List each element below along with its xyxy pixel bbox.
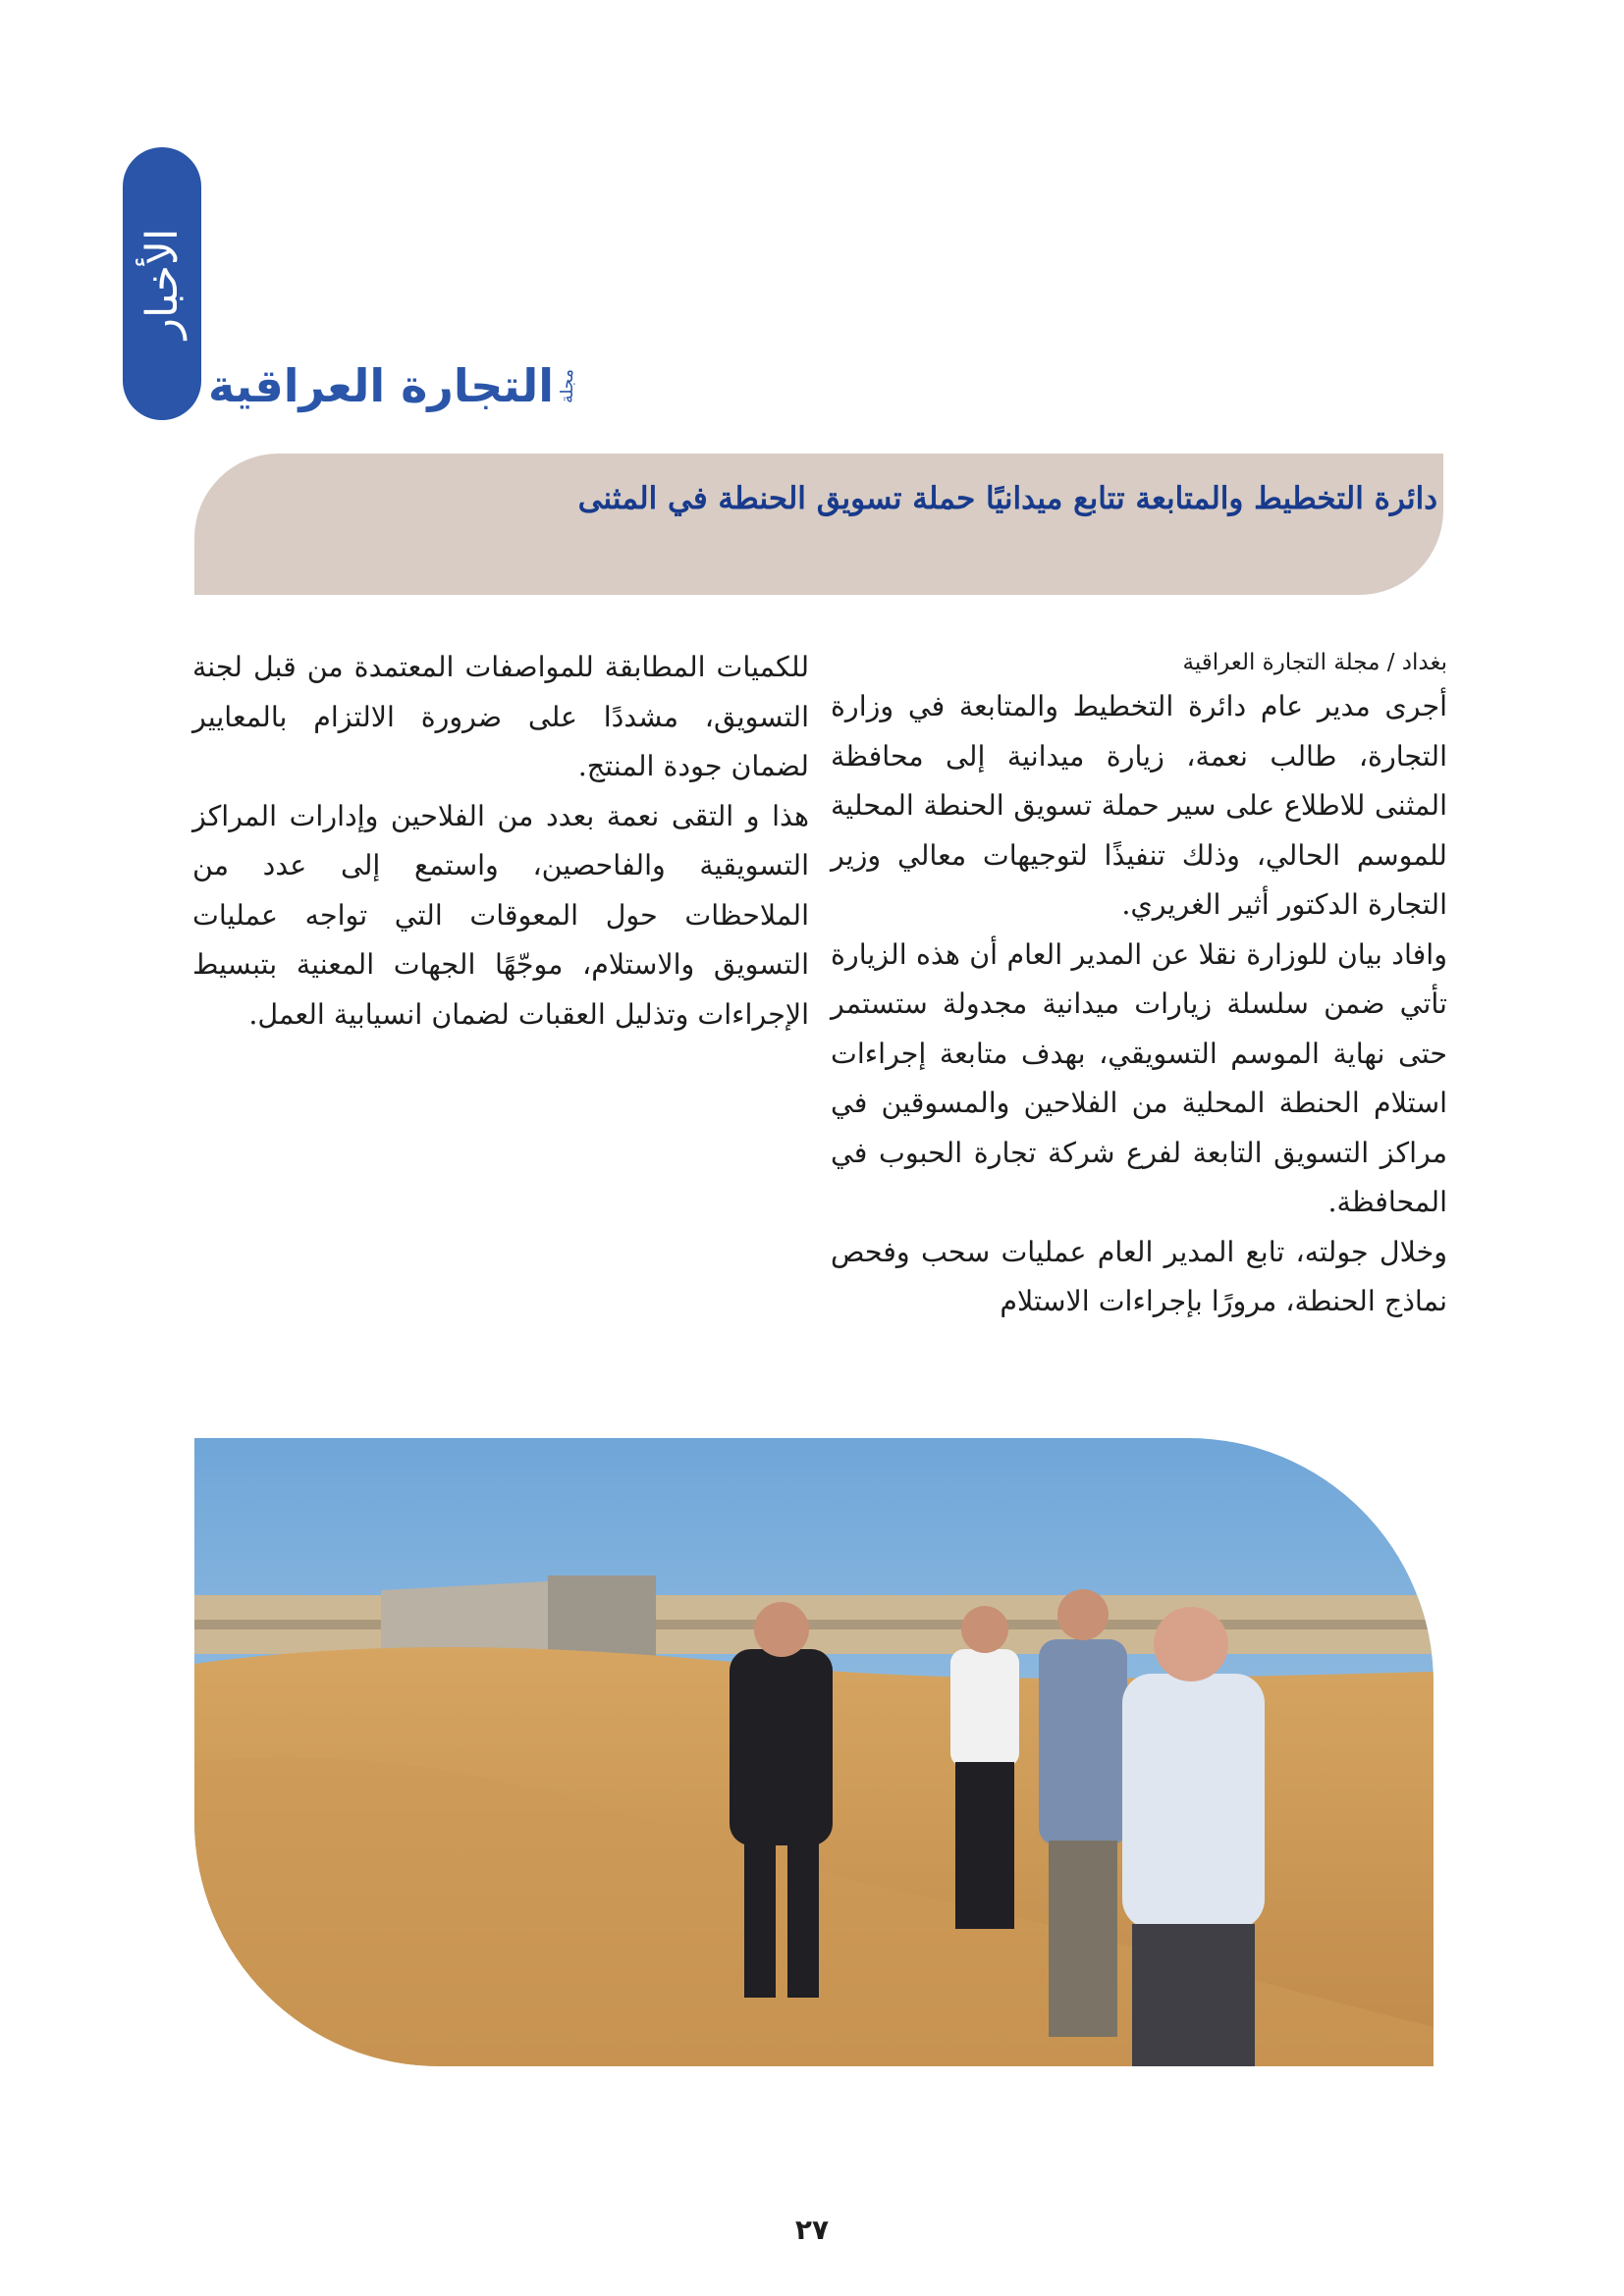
magazine-masthead — [208, 347, 578, 424]
page-number: ٢٧ — [794, 2214, 830, 2246]
article-photo — [194, 1438, 1434, 2066]
article-headline: دائرة التخطيط والمتابعة تتابع ميدانيًا حملة تسويق الحنطة في المثنى — [577, 481, 1437, 516]
article-dateline: بغداد / مجلة التجارة العراقية — [1182, 650, 1447, 675]
masthead-title: التجارة العراقية — [208, 359, 555, 412]
masthead-small-label: مجلة — [558, 368, 578, 403]
section-tab — [123, 147, 201, 420]
paragraph: هذا و التقى نعمة بعدد من الفلاحين وإدارات المراكز التسويقية والفاحصين، واستمع إلى عدد من الملاحظات حول المعوقات التي تواجه عمليات التسويق والاستلام، موجّهًا الجهات المعنية بتبسيط الإجراءات وتذليل العقبات لضمان انسيابية العمل. — [192, 799, 809, 1031]
section-tab-label: الأخبار — [136, 228, 188, 340]
paragraph: للكميات المطابقة للمواصفات المعتمدة من قبل لجنة التسويق، مشددًا على ضرورة الالتزام بالمعايير لضمان جودة المنتج. — [192, 651, 809, 782]
paragraph: أجرى مدير عام دائرة التخطيط والمتابعة في وزارة التجارة، طالب نعمة، زيارة ميدانية إلى محافظة المثنى للاطلاع على سير حملة تسويق الحنطة المحلية للموسم الحالي، وذلك تنفيذًا لتوجيهات معالي وزير التجارة الدكتور أثير الغريري. — [831, 690, 1447, 921]
wheat-field-photo — [194, 1438, 1434, 2066]
article-column-right — [831, 643, 1447, 1327]
paragraph: وخلال جولته، تابع المدير العام عمليات سحب وفحص نماذج الحنطة، مرورًا بإجراءات الاستلام — [831, 1235, 1447, 1317]
paragraph: وافاد بيان للوزارة نقلا عن المدير العام أن هذه الزيارة تأتي ضمن سلسلة زيارات ميدانية مجدولة ستستمر حتى نهاية الموسم التسويقي، بهدف متابعة إجراءات استلام الحنطة المحلية من الفلاحين والمسوقين في مراكز التسويق التابعة لفرع شركة تجارة الحبوب في المحافظة. — [831, 937, 1447, 1218]
article-column-left — [192, 643, 809, 1040]
